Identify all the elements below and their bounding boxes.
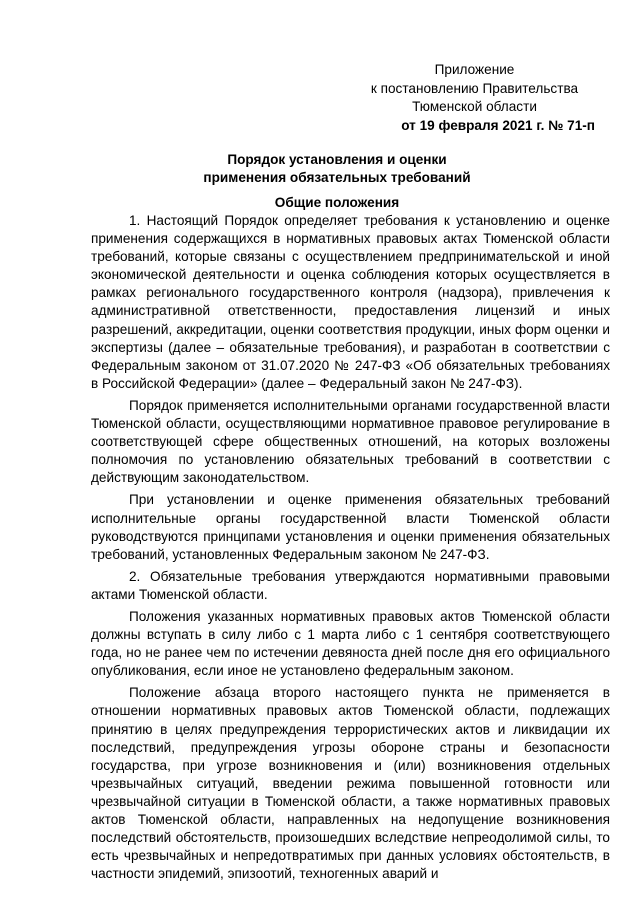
section-heading: Общие положения xyxy=(274,195,400,210)
paragraph: Порядок применяется исполнительными органами государственной власти Тюменской области, осуществляющими нормативное правовое регулирование в соответствующей сфере общественных отношений, на которых возложены полномочия по установлению обязательных требований в соответствии с действующим законодательством. xyxy=(91,397,610,486)
title-line-1: Порядок установления и оценки xyxy=(227,152,447,167)
title-line-2: применения обязательных требований xyxy=(203,170,471,185)
document-body xyxy=(91,212,610,887)
document-title xyxy=(66,151,608,187)
appendix-date-number: от 19 февраля 2021 г. № 71-п xyxy=(401,117,595,133)
paragraph: 1. Настоящий Порядок определяет требования к установлению и оценке применения содержащихся в нормативных правовых актах Тюменской области требований, которые связаны с осуществлением предпринимательской и иной экономической деятельности и оценка соблюдения которых осуществляется в рамках регионального государственного контроля (надзора), привлечения к административной ответственности, предоставления лицензий и иных разрешений, аккредитации, оценки соответствия продукции, иных форм оценки и экспертизы (далее – обязательные требования), и разработан в соответствии с Федеральным законом от 31.07.2020 № 247-ФЗ «Об обязательных требованиях в Российской Федерации» (далее – Федеральный закон № 247-ФЗ). xyxy=(91,213,610,391)
appendix-block xyxy=(330,61,595,135)
paragraph: Положения указанных нормативных правовых актов Тюменской области должны вступать в силу либо с 1 марта либо с 1 сентября соответствующего года, но не ранее чем по истечении девяноста дней после дня его официального опубликования, если иное не установлено федеральным законом. xyxy=(91,608,610,679)
paragraph: При установлении и оценке применения обязательных требований исполнительные органы государственной власти Тюменской области руководствуются принципами установления и оценки применения обязательных требований, установленных Федеральным законом № 247-ФЗ. xyxy=(91,492,610,562)
paragraph: Положение абзаца второго настоящего пункта не применяется в отношении нормативных правовых актов Тюменской области, подлежащих принятию в целях предупреждения террористических актов и ликвидации их последствий, предупреждения угрозы обороне страны и безопасности государства, при угрозе возникновения и (или) возникновения отдельных чрезвычайных ситуаций, введении режима повышенной готовности или чрезвычайной ситуации в Тюменской области, а также нормативных правовых актов Тюменской области, направленных на недопущение возникновения последствий обстоятельств, произошедших вследствие непреодолимой силы, то есть чрезвычайных и непредотвратимых при данных условиях обстоятельств, в частности эпидемий, эпизоотий, техногенных аварий и xyxy=(91,685,610,882)
appendix-label: Приложение xyxy=(434,62,515,77)
appendix-resolution: к постановлению Правительства xyxy=(370,80,579,96)
appendix-region: Тюменской области xyxy=(412,99,537,114)
paragraph: 2. Обязательные требования утверждаются нормативными правовыми актами Тюменской области. xyxy=(91,568,610,602)
